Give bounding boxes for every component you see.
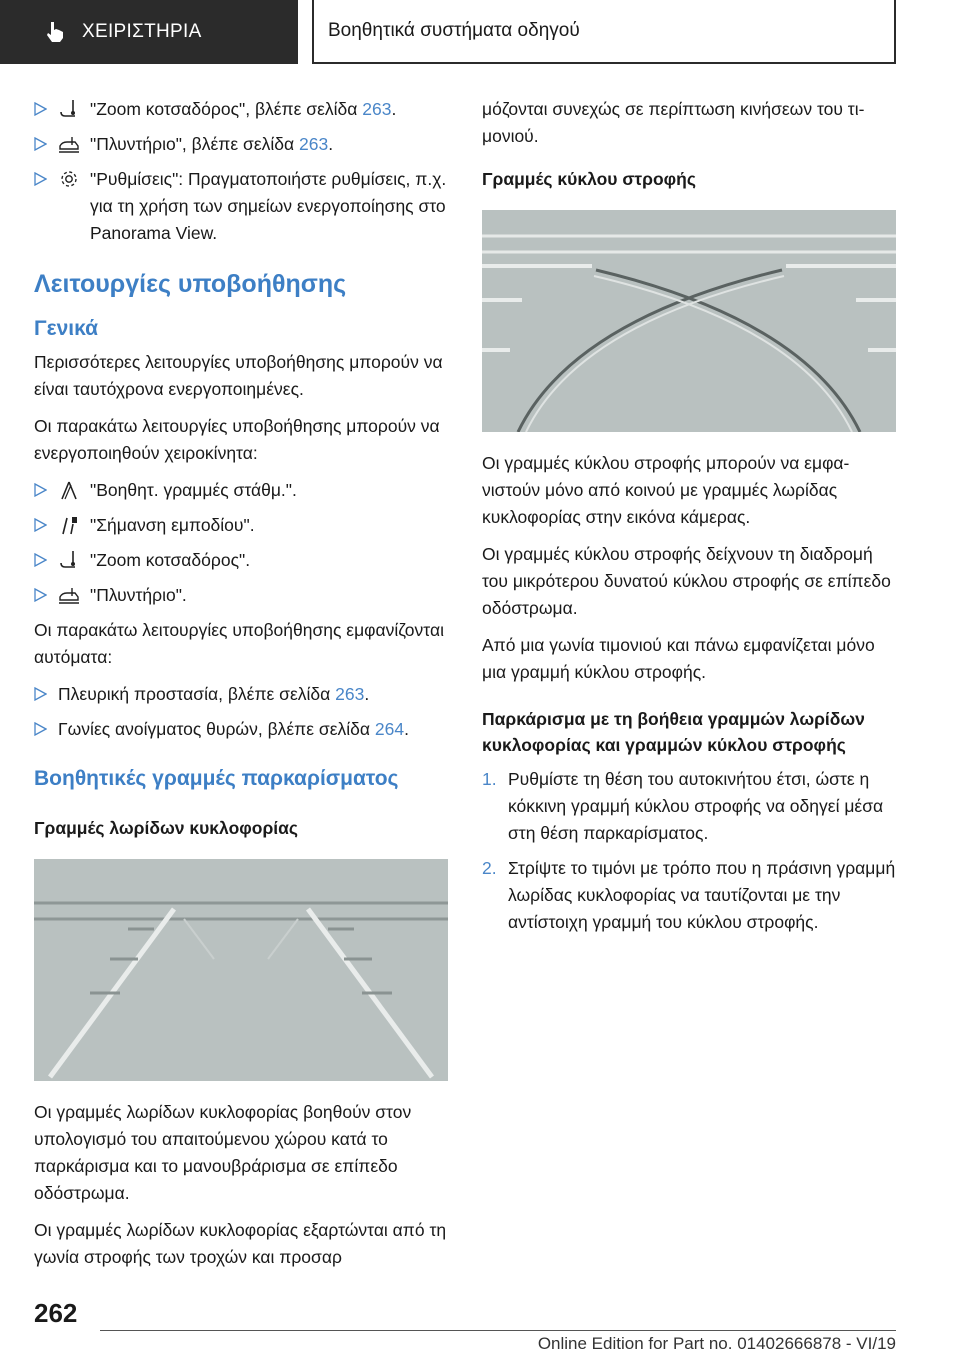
manual-tab[interactable] — [0, 0, 298, 64]
paragraph: Οι παρακάτω λειτουργίες υποβοήθησης εμφανίζονται αυτόματα: — [34, 620, 444, 667]
item-text: "Πλυντήριο". — [90, 585, 187, 605]
step-text: Στρίψτε το τιμόνι με τρόπο που η πράσινη γραμμή λωρίδας κυκλοφορίας να ταυτίζονται με την αντίστοιχη γραμμή του κύκλου στροφής. — [508, 858, 896, 932]
zoom-curb-icon — [58, 98, 80, 120]
list-item: Γωνίες ανοίγματος θυρών, βλέπε σελίδα 264. — [34, 716, 450, 743]
step-number: 2. — [482, 858, 497, 878]
list-item — [34, 582, 450, 609]
curb-icon — [58, 584, 80, 606]
heading-parking-lines: Βοηθητικές γραμμές παρκαρίσματος — [34, 767, 399, 790]
curb-icon — [58, 133, 80, 155]
list-item — [34, 477, 450, 504]
heading-parking-combo: Παρκάρισμα με τη βοήθεια γραμμών λωρίδων κυκλοφορίας και γραμμών κύκλου στροφής — [482, 709, 865, 755]
left-column — [34, 96, 450, 1281]
list-item — [34, 547, 450, 574]
item-text: "Βοηθητ. γραμμές στάθμ.". — [90, 480, 297, 500]
view-options-list — [34, 96, 450, 247]
paragraph: Οι παρακάτω λειτουργίες υποβοήθησης μπορούν να ενεργοποιηθούν χειροκίνητα: — [34, 416, 440, 463]
auto-functions-list — [34, 681, 450, 743]
paragraph: Οι γραμμές λωρίδων κυκλοφορίας βοηθούν στον υπολογισμό του απαιτούμενου χώρου κατά το παρκάρισμα και το μανουβράρισμα σε επίπεδο οδόστρωμα. — [34, 1102, 412, 1203]
item-text: Πλευρική προστασία, βλέπε σελίδα — [58, 684, 336, 704]
heading-lane-lines: Γραμμές λωρίδων κυκλοφορίας — [34, 818, 299, 838]
triangle-bullet-icon — [34, 102, 47, 116]
triangle-bullet-icon — [34, 518, 47, 532]
page-link[interactable]: 264 — [374, 719, 405, 739]
turn-circle-figure — [482, 210, 896, 432]
section-tab-label: Βοηθητικά συστήματα οδηγού — [328, 20, 580, 41]
list-item: "Πλυντήριο", βλέπε σελίδα 263. — [34, 131, 450, 158]
paragraph: Οι γραμμές κύκλου στροφής μπορούν να εμφανιστούν μόνο από κοινού με γραμμές λωρίδας κυκλοφορίας στην εικόνα κάμερας. — [482, 453, 850, 527]
heading-general: Γενικά — [34, 317, 99, 340]
lane-lines-icon — [58, 479, 80, 501]
heading-assist-functions: Λειτουργίες υποβοήθησης — [34, 270, 347, 298]
parking-steps-list — [482, 766, 898, 936]
step-text: Ρυθμίστε τη θέση του αυτοκινήτου έτσι, ώστε η κόκκινη γραμμή κύκλου στροφής να οδηγεί μέσα στη θέση παρκαρίσματος. — [508, 769, 884, 843]
list-item — [482, 855, 898, 936]
item-text: Γωνίες ανοίγματος θυρών, βλέπε σελίδα — [58, 719, 375, 739]
edition-text: Online Edition for Part no. 01402666878 - VI/19 — [537, 1334, 896, 1353]
item-text: "Zoom κοτσαδόρος". — [90, 550, 251, 570]
lane-lines-figure — [34, 859, 448, 1081]
manual-tab-label: ΧΕΙΡΙΣΤΗΡΙΑ — [82, 21, 202, 42]
paragraph: μόζονται συνεχώς σε περίπτωση κινήσεων του τιμονιού. — [482, 99, 865, 146]
step-number: 1. — [482, 769, 497, 789]
section-tab[interactable] — [312, 0, 896, 64]
zoom-curb-icon — [58, 549, 80, 571]
paragraph: Περισσότερες λειτουργίες υποβοήθησης μπορούν να είναι ταυτόχρονα ενεργοποιημένες. — [34, 352, 443, 399]
right-column — [482, 96, 898, 944]
paragraph: Οι γραμμές κύκλου στροφής δείχνουν τη διαδρομή του μικρότερου δυνατού κύκλου στροφής σε επίπεδο οδόστρωμα. — [482, 544, 891, 618]
hand-pointer-icon — [42, 19, 68, 45]
triangle-bullet-icon — [34, 722, 47, 736]
footer-divider — [100, 1330, 896, 1331]
paragraph: Από μια γωνία τιμονιού και πάνω εμφανίζεται μόνο μια γραμμή κύκλου στροφής. — [482, 635, 875, 682]
list-item: Πλευρική προστασία, βλέπε σελίδα 263. — [34, 681, 450, 708]
heading-turn-circle-lines: Γραμμές κύκλου στροφής — [482, 169, 696, 189]
page-link[interactable]: 263 — [362, 99, 392, 119]
list-item: "Zoom κοτσαδόρος", βλέπε σελίδα 263. — [34, 96, 450, 123]
triangle-bullet-icon — [34, 483, 47, 497]
list-item — [34, 166, 450, 247]
item-text: "Ρυθμίσεις": Πραγματοποιήστε ρυθμίσεις, π.χ. για τη χρήση των σημείων ενεργοποίησης στο Panorama View. — [90, 169, 447, 243]
triangle-bullet-icon — [34, 137, 47, 151]
item-text: "Zoom κοτσαδόρος", βλέπε σελίδα — [90, 99, 363, 119]
page-number: 262 — [34, 1298, 78, 1328]
list-item — [482, 766, 898, 847]
triangle-bullet-icon — [34, 687, 47, 701]
page-link[interactable]: 263 — [335, 684, 365, 704]
triangle-bullet-icon — [34, 172, 47, 186]
item-text: "Πλυντήριο", βλέπε σελίδα — [90, 134, 299, 154]
obstacle-marking-icon — [58, 514, 80, 536]
manual-functions-list — [34, 477, 450, 609]
paragraph: Οι γραμμές λωρίδων κυκλοφορίας εξαρτώνται από τη γωνία στροφής των τροχών και προσαρ — [34, 1220, 447, 1267]
settings-icon — [58, 168, 80, 190]
triangle-bullet-icon — [34, 588, 47, 602]
page-link[interactable]: 263 — [298, 134, 329, 154]
triangle-bullet-icon — [34, 553, 47, 567]
page-header — [0, 0, 960, 64]
list-item — [34, 512, 450, 539]
item-text: "Σήμανση εμποδίου". — [90, 515, 255, 535]
